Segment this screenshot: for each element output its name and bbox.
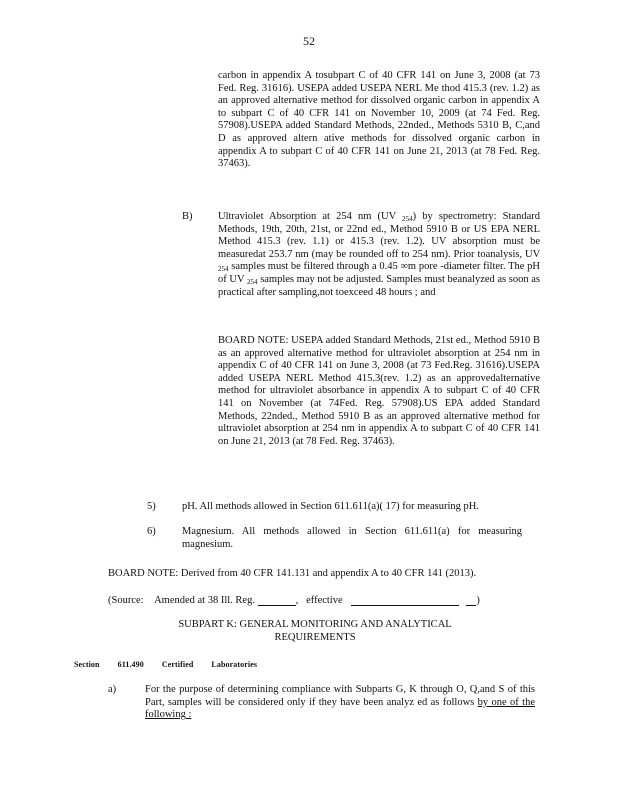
effective-date-blank [351,594,459,606]
item-a-text [145,684,535,722]
subscript-254-b: 254 [218,265,229,274]
item-a-underlined: by one of the following : [145,696,535,721]
item-b-text-part2: ) by spectrometry: Standard Methods, 19th, 20th, 21st, or 22nd ed., Method 5910 B or US EPA NERL Method 415.3 (rev. 1.1) or 415.3 (rev. 1.2). UV absorption must be measuredat 253.7 nm (may be rounded off to 254 nm). Prior toanalysis, UV [218,211,540,260]
source-comma: , [295,595,299,606]
section-number: 611.490 [117,660,144,669]
source-effective: effective [306,595,343,606]
board-note-main: BOARD NOTE: Derived from 40 CFR 141.131 and appendix A to 40 CFR 141 (2013). [108,568,477,579]
item-b-text-part4: samples may not be adjusted. Samples must beanalyzed as soon as practical after sampling,not toexceed 48 hours ; and [218,273,541,298]
section-label: Section [74,660,100,669]
subscript-254-a: 254 [402,215,413,223]
item-a-marker: a) [108,684,117,695]
source-prefix: (Source: [108,595,144,606]
item-5-marker: 5) [147,501,156,512]
reg-page-blank [258,594,296,606]
item-b-board-note: BOARD NOTE: USEPA added Standard Methods, 21st ed., Method 5910 B as an approved alternative method for ultraviolet absorption at 254 nm in appendix C of 40 CFR 141 on June 3, 2008 (at 73 Fed.Reg. 31616).USEPA added USEPA NERL Method 415.3(rev. 1.2) as an approvedalternative method for ultraviolet absorbance in appendix A to subpart C of 40 CFR 141 on November (at 74Fed. Reg. 57908).US EPA added Standard Methods, 22nded., Method 5910 B as an approved alternative method for ultraviolet absorption at 254 nm in appendix A to subpart C of 40 CFR 141 on June 21, 2013 (at 78 Fed. Reg. 37463). [218,335,540,447]
item-b-text-part1: Ultraviolet Absorption at 254 nm (UV [218,211,396,222]
item-6-text: Magnesium. All methods allowed in Section 611.611(a) for measuring magnesium. [182,526,522,550]
source-text: Amended at 38 Ill. Reg. [154,595,255,606]
item-b-text-part3: samples must be filtered through a 0.45 ∞m pore -diameter filter. The pH of UV [218,261,541,285]
source-line [108,594,480,606]
section-title2: Laboratories [211,660,258,669]
section-heading [74,660,275,669]
item-6-marker: 6) [147,526,156,537]
item-b-text [218,211,540,299]
continuation-paragraph: carbon in appendix A tosubpart C of 40 CFR 141 on June 3, 2008 (at 73 Fed. Reg. 31616). USEPA added USEPA NERL Me thod 415.3 (rev. 1.2) as an approved alternative method for dissolved organic carbon in appendix A to subpart C of 40 CFR 141 on November 10, 2009 (at 74 Fed. Reg. 57908).USEPA added Standard Methods, 22nded., Methods 5310 B, C,and D as approved altern ative methods for dissolved organic carbon in appendix A to subpart C of 40 CFR 141 on June 21, 2013 (at 78 Fed. Reg. 37463). [218,70,540,170]
item-a-body: For the purpose of determining compliance with Subparts G, K through O, Q,and S of this Part, samples will be considered only if they have been analyz ed as follows [145,684,535,708]
item-5-text: pH. All methods allowed in Section 611.611(a)( 17) for measuring pH. [182,501,479,512]
trailing-blank [466,594,476,606]
source-suffix: ) [476,595,480,606]
page-number: 52 [303,34,315,48]
subpart-heading: SUBPART K: GENERAL MONITORING AND ANALYTICAL REQUIREMENTS [178,619,452,643]
item-b-marker: B) [182,211,193,222]
section-title: Certified [161,660,194,669]
subscript-254-c: 254 [247,277,258,286]
